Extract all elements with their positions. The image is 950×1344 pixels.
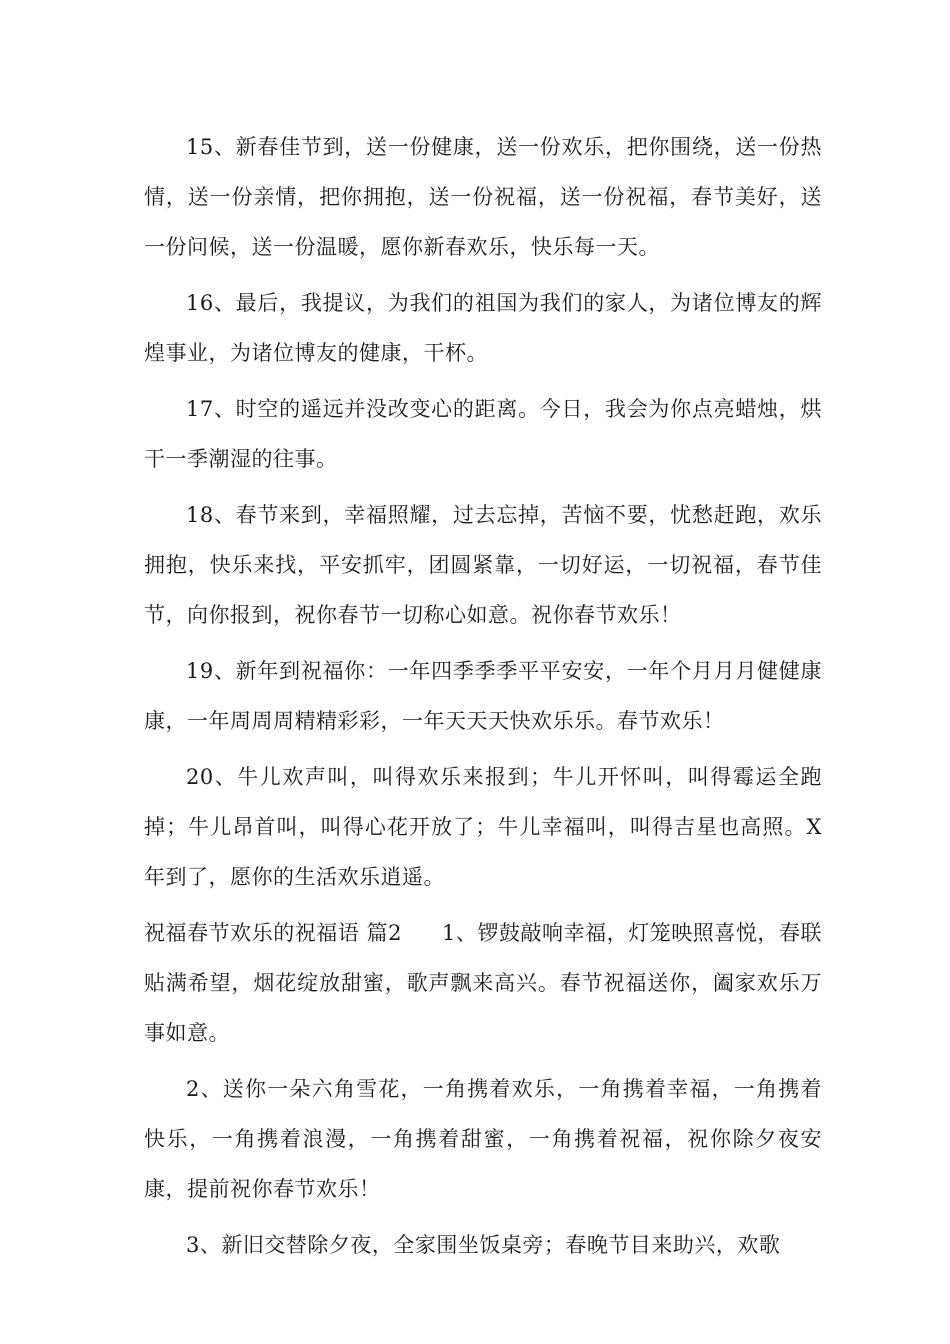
paragraph-17: 17、时空的遥远并没改变心的距离。今日，我会为你点亮蜡烛，烘干一季潮湿的往事。 — [144, 397, 822, 471]
section-2-item-3: 3、新旧交替除夕夜，全家围坐饭桌旁；春晚节目来助兴，欢歌 — [186, 1233, 781, 1257]
section-2-item-2: 2、送你一朵六角雪花，一角携着欢乐，一角携着幸福，一角携着快乐，一角携着浪漫，一角携着甜蜜，一角携着祝福，祝你除夕夜安康，提前祝你春节欢乐！ — [144, 1077, 822, 1201]
paragraph-16: 16、最后，我提议，为我们的祖国为我们的家人，为诸位博友的辉煌事业，为诸位博友的健康，干杯。 — [144, 291, 822, 365]
document-page — [144, 122, 822, 1270]
section-2-block — [144, 908, 822, 1058]
paragraph-19: 19、新年到祝福你：一年四季季季平平安安，一年个月月月健健康康，一年周周周精精彩彩，一年天天天快欢乐乐。春节欢乐！ — [144, 659, 822, 733]
paragraph-15: 15、新春佳节到，送一份健康，送一份欢乐，把你围绕，送一份热情，送一份亲情，把你拥抱，送一份祝福，送一份祝福，春节美好，送一份问候，送一份温暖，愿你新春欢乐，快乐每一天。 — [144, 135, 822, 259]
paragraph-20: 20、牛儿欢声叫，叫得欢乐来报到；牛儿开怀叫，叫得霉运全跑掉；牛儿昂首叫，叫得心花开放了；牛儿幸福叫，叫得吉星也高照。X年到了，愿你的生活欢乐逍遥。 — [144, 765, 822, 889]
section-2-item-1: 1、锣鼓敲响幸福，灯笼映照喜悦，春联贴满希望，烟花绽放甜蜜，歌声飘来高兴。春节祝福送你，阖家欢乐万事如意。 — [144, 921, 823, 1045]
section-2-heading: 祝福春节欢乐的祝福语 篇2 — [144, 921, 402, 945]
paragraph-18: 18、春节来到，幸福照耀，过去忘掉，苦恼不要，忧愁赶跑，欢乐拥抱，快乐来找，平安抓牢，团圆紧靠，一切好运，一切祝福，春节佳节，向你报到，祝你春节一切称心如意。祝你春节欢乐！ — [144, 503, 822, 627]
